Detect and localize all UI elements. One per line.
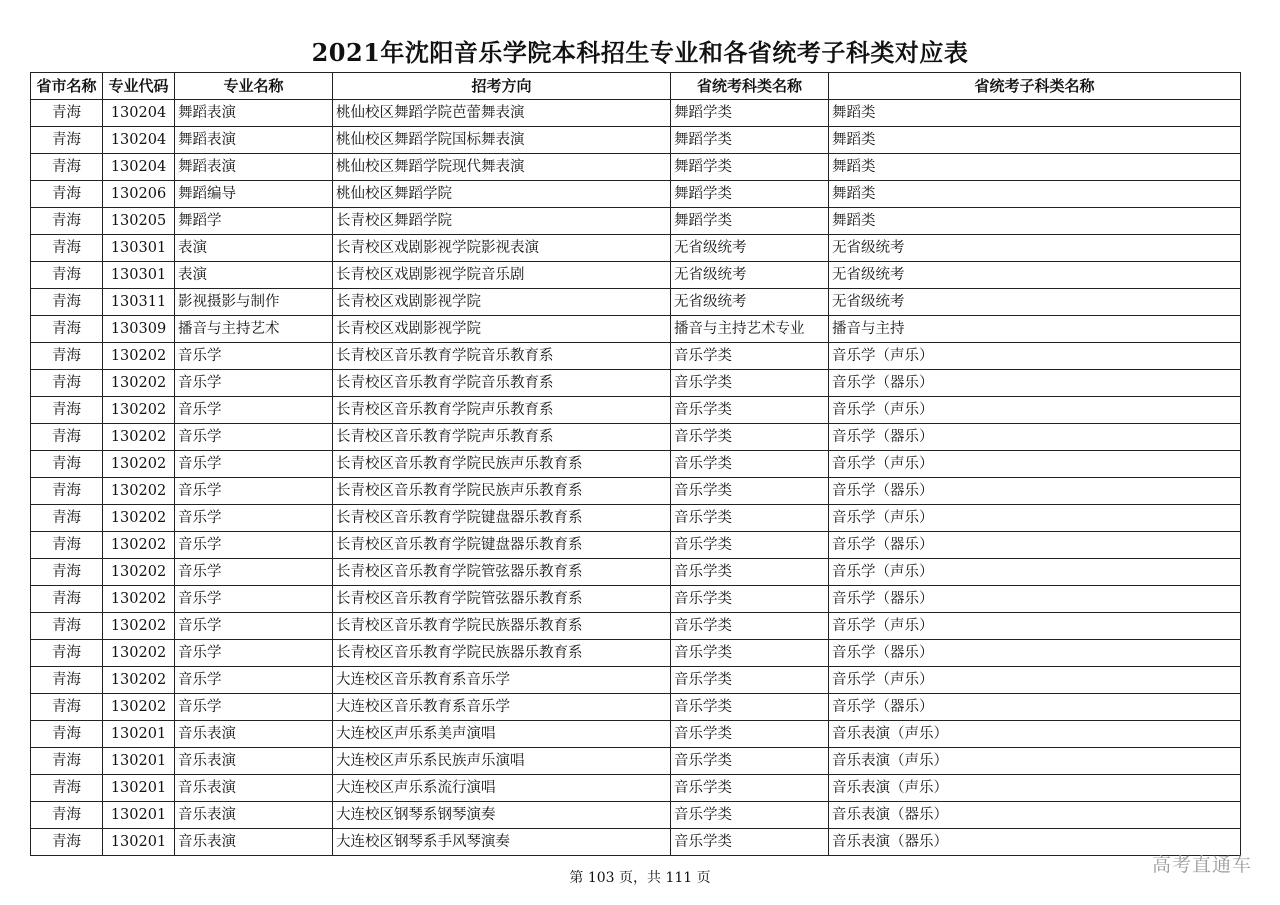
cell-province: 青海 (31, 343, 103, 370)
cell-major-name: 舞蹈编导 (175, 181, 333, 208)
cell-direction: 长青校区音乐教育学院键盘器乐教育系 (333, 505, 671, 532)
cell-province: 青海 (31, 478, 103, 505)
cell-major-name: 影视摄影与制作 (175, 289, 333, 316)
table-row (31, 613, 1241, 640)
cell-major-code: 130202 (103, 532, 175, 559)
cell-exam-category: 音乐学类 (671, 802, 829, 829)
cell-major-code: 130201 (103, 748, 175, 775)
table-row (31, 775, 1241, 802)
cell-exam-category: 播音与主持艺术专业 (671, 316, 829, 343)
cell-direction: 长青校区舞蹈学院 (333, 208, 671, 235)
cell-exam-subcategory: 音乐表演（声乐） (829, 775, 1241, 802)
cell-direction: 长青校区戏剧影视学院 (333, 316, 671, 343)
table-row (31, 181, 1241, 208)
cell-exam-subcategory: 无省级统考 (829, 262, 1241, 289)
cell-province: 青海 (31, 181, 103, 208)
cell-major-name: 音乐表演 (175, 802, 333, 829)
cell-exam-subcategory: 舞蹈类 (829, 127, 1241, 154)
cell-province: 青海 (31, 505, 103, 532)
table-row (31, 370, 1241, 397)
cell-exam-subcategory: 舞蹈类 (829, 208, 1241, 235)
cell-exam-subcategory: 音乐学（声乐） (829, 343, 1241, 370)
cell-major-code: 130202 (103, 667, 175, 694)
table-row (31, 154, 1241, 181)
cell-major-code: 130202 (103, 451, 175, 478)
cell-province: 青海 (31, 424, 103, 451)
cell-major-code: 130201 (103, 775, 175, 802)
cell-major-name: 音乐学 (175, 667, 333, 694)
cell-exam-subcategory: 音乐学（声乐） (829, 451, 1241, 478)
table-row (31, 343, 1241, 370)
table-row (31, 586, 1241, 613)
table-header (31, 73, 1241, 100)
cell-exam-category: 无省级统考 (671, 262, 829, 289)
cell-major-code: 130202 (103, 640, 175, 667)
cell-exam-category: 音乐学类 (671, 397, 829, 424)
cell-exam-subcategory: 音乐学（声乐） (829, 397, 1241, 424)
cell-exam-subcategory: 舞蹈类 (829, 181, 1241, 208)
cell-major-code: 130205 (103, 208, 175, 235)
cell-direction: 大连校区音乐教育系音乐学 (333, 667, 671, 694)
cell-exam-category: 舞蹈学类 (671, 100, 829, 127)
cell-exam-category: 舞蹈学类 (671, 181, 829, 208)
cell-major-code: 130201 (103, 721, 175, 748)
cell-province: 青海 (31, 235, 103, 262)
header-row (31, 73, 1241, 100)
cell-exam-subcategory: 音乐学（器乐） (829, 694, 1241, 721)
cell-major-name: 播音与主持艺术 (175, 316, 333, 343)
cell-exam-category: 音乐学类 (671, 640, 829, 667)
cell-major-name: 舞蹈表演 (175, 127, 333, 154)
cell-exam-subcategory: 舞蹈类 (829, 100, 1241, 127)
cell-major-code: 130204 (103, 154, 175, 181)
cell-exam-subcategory: 音乐学（声乐） (829, 559, 1241, 586)
cell-major-code: 130202 (103, 694, 175, 721)
cell-direction: 长青校区音乐教育学院民族声乐教育系 (333, 478, 671, 505)
cell-major-name: 音乐学 (175, 343, 333, 370)
cell-direction: 长青校区戏剧影视学院音乐剧 (333, 262, 671, 289)
cell-major-code: 130202 (103, 478, 175, 505)
cell-direction: 长青校区音乐教育学院民族器乐教育系 (333, 613, 671, 640)
cell-exam-subcategory: 音乐学（器乐） (829, 370, 1241, 397)
cell-major-name: 音乐表演 (175, 775, 333, 802)
cell-exam-subcategory: 音乐学（器乐） (829, 532, 1241, 559)
cell-exam-category: 音乐学类 (671, 829, 829, 856)
major-mapping-table (30, 72, 1241, 856)
cell-exam-subcategory: 播音与主持 (829, 316, 1241, 343)
cell-major-code: 130204 (103, 100, 175, 127)
table-row (31, 559, 1241, 586)
cell-province: 青海 (31, 586, 103, 613)
cell-province: 青海 (31, 748, 103, 775)
page-title: 2021年沈阳音乐学院本科招生专业和各省统考子科类对应表 (311, 38, 969, 67)
cell-major-name: 舞蹈表演 (175, 100, 333, 127)
cell-exam-subcategory: 音乐表演（声乐） (829, 748, 1241, 775)
cell-province: 青海 (31, 289, 103, 316)
cell-direction: 桃仙校区舞蹈学院国标舞表演 (333, 127, 671, 154)
cell-major-name: 音乐学 (175, 451, 333, 478)
cell-direction: 长青校区音乐教育学院民族器乐教育系 (333, 640, 671, 667)
cell-exam-subcategory: 无省级统考 (829, 235, 1241, 262)
cell-direction: 长青校区戏剧影视学院 (333, 289, 671, 316)
cell-exam-category: 音乐学类 (671, 451, 829, 478)
table-row (31, 640, 1241, 667)
cell-direction: 大连校区钢琴系钢琴演奏 (333, 802, 671, 829)
header-exam-category: 省统考科类名称 (671, 73, 829, 100)
cell-direction: 桃仙校区舞蹈学院现代舞表演 (333, 154, 671, 181)
table-row (31, 397, 1241, 424)
cell-major-name: 舞蹈表演 (175, 154, 333, 181)
cell-province: 青海 (31, 451, 103, 478)
cell-major-name: 表演 (175, 235, 333, 262)
cell-major-code: 130201 (103, 802, 175, 829)
cell-major-name: 音乐学 (175, 586, 333, 613)
cell-major-code: 130202 (103, 370, 175, 397)
cell-exam-subcategory: 音乐学（器乐） (829, 640, 1241, 667)
cell-major-code: 130301 (103, 235, 175, 262)
cell-exam-subcategory: 音乐学（器乐） (829, 478, 1241, 505)
cell-major-code: 130202 (103, 586, 175, 613)
cell-exam-subcategory: 音乐学（声乐） (829, 613, 1241, 640)
cell-exam-subcategory: 音乐学（器乐） (829, 424, 1241, 451)
cell-exam-category: 音乐学类 (671, 505, 829, 532)
table-row (31, 316, 1241, 343)
cell-major-name: 音乐学 (175, 559, 333, 586)
table-row (31, 208, 1241, 235)
cell-major-name: 舞蹈学 (175, 208, 333, 235)
table-row (31, 262, 1241, 289)
cell-major-code: 130301 (103, 262, 175, 289)
cell-major-name: 音乐学 (175, 370, 333, 397)
cell-exam-category: 音乐学类 (671, 370, 829, 397)
header-exam-subcategory: 省统考子科类名称 (829, 73, 1241, 100)
cell-major-code: 130311 (103, 289, 175, 316)
cell-major-name: 音乐表演 (175, 748, 333, 775)
cell-exam-subcategory: 音乐学（器乐） (829, 586, 1241, 613)
cell-major-name: 音乐学 (175, 505, 333, 532)
cell-major-code: 130204 (103, 127, 175, 154)
cell-direction: 大连校区声乐系美声演唱 (333, 721, 671, 748)
table-row (31, 289, 1241, 316)
cell-direction: 桃仙校区舞蹈学院芭蕾舞表演 (333, 100, 671, 127)
cell-direction: 长青校区音乐教育学院键盘器乐教育系 (333, 532, 671, 559)
table-row (31, 694, 1241, 721)
cell-direction: 长青校区音乐教育学院民族声乐教育系 (333, 451, 671, 478)
table-body (31, 100, 1241, 856)
table-row (31, 667, 1241, 694)
cell-province: 青海 (31, 127, 103, 154)
header-major-name: 专业名称 (175, 73, 333, 100)
cell-direction: 长青校区音乐教育学院管弦器乐教育系 (333, 586, 671, 613)
table-row (31, 505, 1241, 532)
table-row (31, 424, 1241, 451)
header-province: 省市名称 (31, 73, 103, 100)
cell-province: 青海 (31, 370, 103, 397)
cell-province: 青海 (31, 694, 103, 721)
cell-exam-category: 音乐学类 (671, 424, 829, 451)
cell-major-code: 130206 (103, 181, 175, 208)
cell-exam-category: 音乐学类 (671, 694, 829, 721)
cell-direction: 大连校区音乐教育系音乐学 (333, 694, 671, 721)
cell-major-name: 音乐表演 (175, 721, 333, 748)
cell-major-code: 130202 (103, 397, 175, 424)
cell-province: 青海 (31, 829, 103, 856)
cell-exam-category: 音乐学类 (671, 667, 829, 694)
cell-province: 青海 (31, 532, 103, 559)
cell-province: 青海 (31, 559, 103, 586)
cell-province: 青海 (31, 154, 103, 181)
cell-exam-subcategory: 无省级统考 (829, 289, 1241, 316)
cell-major-code: 130202 (103, 424, 175, 451)
cell-major-name: 音乐学 (175, 694, 333, 721)
table-row (31, 127, 1241, 154)
cell-province: 青海 (31, 100, 103, 127)
header-major-code: 专业代码 (103, 73, 175, 100)
cell-province: 青海 (31, 613, 103, 640)
cell-province: 青海 (31, 316, 103, 343)
cell-direction: 长青校区戏剧影视学院影视表演 (333, 235, 671, 262)
cell-direction: 长青校区音乐教育学院音乐教育系 (333, 370, 671, 397)
cell-province: 青海 (31, 208, 103, 235)
header-direction: 招考方向 (333, 73, 671, 100)
table-row (31, 100, 1241, 127)
cell-major-name: 音乐学 (175, 640, 333, 667)
cell-direction: 大连校区声乐系流行演唱 (333, 775, 671, 802)
cell-direction: 长青校区音乐教育学院声乐教育系 (333, 397, 671, 424)
cell-exam-category: 音乐学类 (671, 343, 829, 370)
cell-exam-category: 音乐学类 (671, 586, 829, 613)
cell-direction: 长青校区音乐教育学院声乐教育系 (333, 424, 671, 451)
cell-major-name: 音乐学 (175, 532, 333, 559)
cell-province: 青海 (31, 667, 103, 694)
watermark: 高考直通车 (1151, 854, 1252, 876)
cell-exam-subcategory: 音乐表演（器乐） (829, 829, 1241, 856)
cell-exam-category: 音乐学类 (671, 532, 829, 559)
cell-direction: 大连校区钢琴系手风琴演奏 (333, 829, 671, 856)
cell-major-name: 表演 (175, 262, 333, 289)
cell-direction: 长青校区音乐教育学院音乐教育系 (333, 343, 671, 370)
cell-exam-category: 无省级统考 (671, 289, 829, 316)
table-row (31, 721, 1241, 748)
cell-major-code: 130202 (103, 505, 175, 532)
cell-major-name: 音乐学 (175, 424, 333, 451)
cell-exam-category: 音乐学类 (671, 613, 829, 640)
cell-exam-category: 音乐学类 (671, 775, 829, 802)
cell-exam-subcategory: 音乐学（声乐） (829, 505, 1241, 532)
page-footer: 第 103 页，共 111 页 (569, 870, 711, 886)
cell-major-code: 130202 (103, 559, 175, 586)
cell-exam-category: 音乐学类 (671, 721, 829, 748)
table-row (31, 532, 1241, 559)
cell-exam-category: 音乐学类 (671, 478, 829, 505)
cell-exam-category: 音乐学类 (671, 559, 829, 586)
table-row (31, 478, 1241, 505)
table-row (31, 748, 1241, 775)
cell-direction: 桃仙校区舞蹈学院 (333, 181, 671, 208)
cell-province: 青海 (31, 640, 103, 667)
cell-exam-category: 音乐学类 (671, 748, 829, 775)
cell-major-name: 音乐学 (175, 397, 333, 424)
cell-major-name: 音乐表演 (175, 829, 333, 856)
table-row (31, 451, 1241, 478)
cell-exam-category: 舞蹈学类 (671, 154, 829, 181)
cell-exam-subcategory: 音乐表演（器乐） (829, 802, 1241, 829)
cell-province: 青海 (31, 262, 103, 289)
cell-exam-category: 舞蹈学类 (671, 127, 829, 154)
cell-major-name: 音乐学 (175, 478, 333, 505)
cell-province: 青海 (31, 775, 103, 802)
cell-exam-category: 舞蹈学类 (671, 208, 829, 235)
cell-major-code: 130202 (103, 613, 175, 640)
cell-major-code: 130309 (103, 316, 175, 343)
cell-major-name: 音乐学 (175, 613, 333, 640)
cell-exam-subcategory: 音乐表演（声乐） (829, 721, 1241, 748)
cell-exam-subcategory: 舞蹈类 (829, 154, 1241, 181)
cell-major-code: 130201 (103, 829, 175, 856)
cell-major-code: 130202 (103, 343, 175, 370)
cell-province: 青海 (31, 397, 103, 424)
cell-direction: 长青校区音乐教育学院管弦器乐教育系 (333, 559, 671, 586)
table-row (31, 235, 1241, 262)
cell-exam-category: 无省级统考 (671, 235, 829, 262)
cell-province: 青海 (31, 721, 103, 748)
table-row (31, 829, 1241, 856)
cell-province: 青海 (31, 802, 103, 829)
table-row (31, 802, 1241, 829)
cell-exam-subcategory: 音乐学（声乐） (829, 667, 1241, 694)
cell-direction: 大连校区声乐系民族声乐演唱 (333, 748, 671, 775)
